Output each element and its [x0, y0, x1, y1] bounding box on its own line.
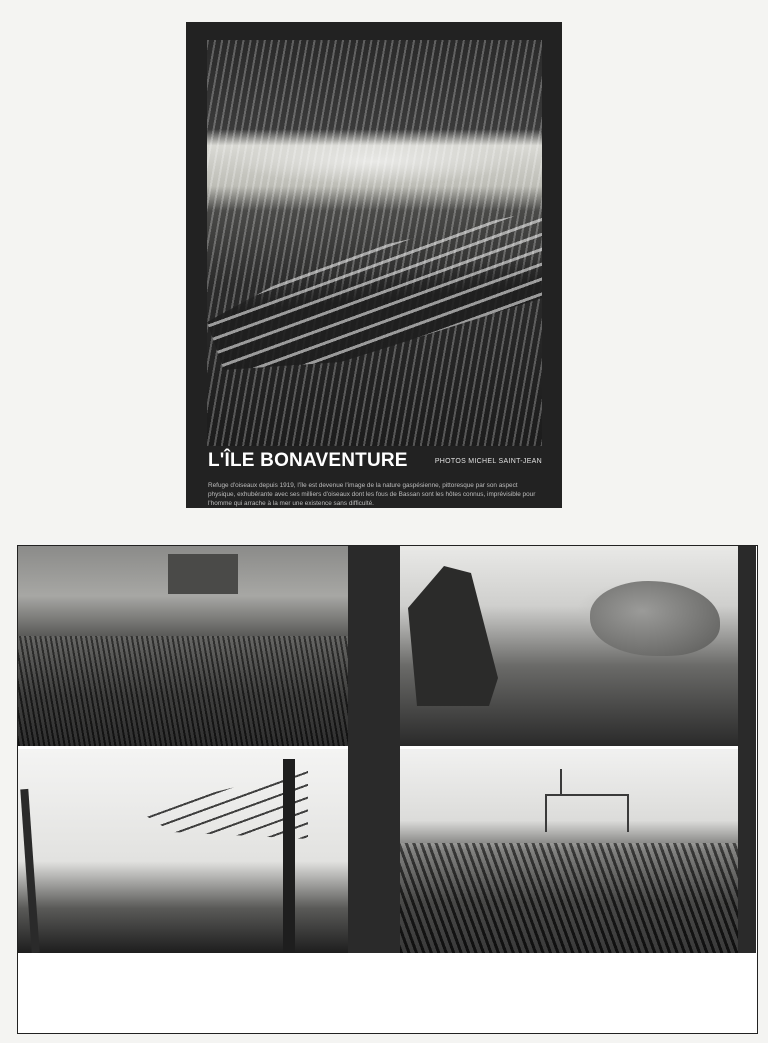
brush-foreground: [400, 843, 738, 953]
boulder: [590, 581, 720, 656]
article-title: L'ÎLE BONAVENTURE: [208, 450, 408, 471]
right-edge-band: [738, 546, 756, 953]
grass-foreground: [18, 636, 348, 746]
cliff-ledges: [207, 210, 542, 370]
center-gutter: [348, 546, 400, 953]
tree-trunk-right: [283, 759, 295, 953]
field-frame-photo: [400, 749, 738, 953]
colony-cliff-photo: [207, 40, 542, 446]
rock-silhouette: [408, 566, 498, 706]
photo-credit: PHOTOS MICHEL SAINT-JEAN: [434, 458, 542, 465]
rocky-shore-photo: [400, 546, 738, 746]
cover-panel: [186, 22, 562, 508]
misty-tree-photo: [18, 749, 348, 953]
tree-trunk-left: [20, 789, 39, 953]
frame-post: [560, 769, 562, 795]
foggy-hillside-photo: [18, 546, 348, 746]
wooden-frame: [545, 794, 629, 832]
photo-sheet: [18, 546, 756, 953]
hut-silhouette: [168, 554, 238, 594]
article-intro: Refuge d'oiseaux depuis 1919, l'île est devenue l'image de la nature gaspésienne, pittoresque par son aspect physique, exhubérante avec ses milliers d'oiseaux dont les fous de Bassan sont les hôtes connus, imprévisible pour l'homme qui arrache à la mer une existence sans difficulté.: [208, 482, 536, 508]
photo-spread: [17, 545, 758, 1034]
